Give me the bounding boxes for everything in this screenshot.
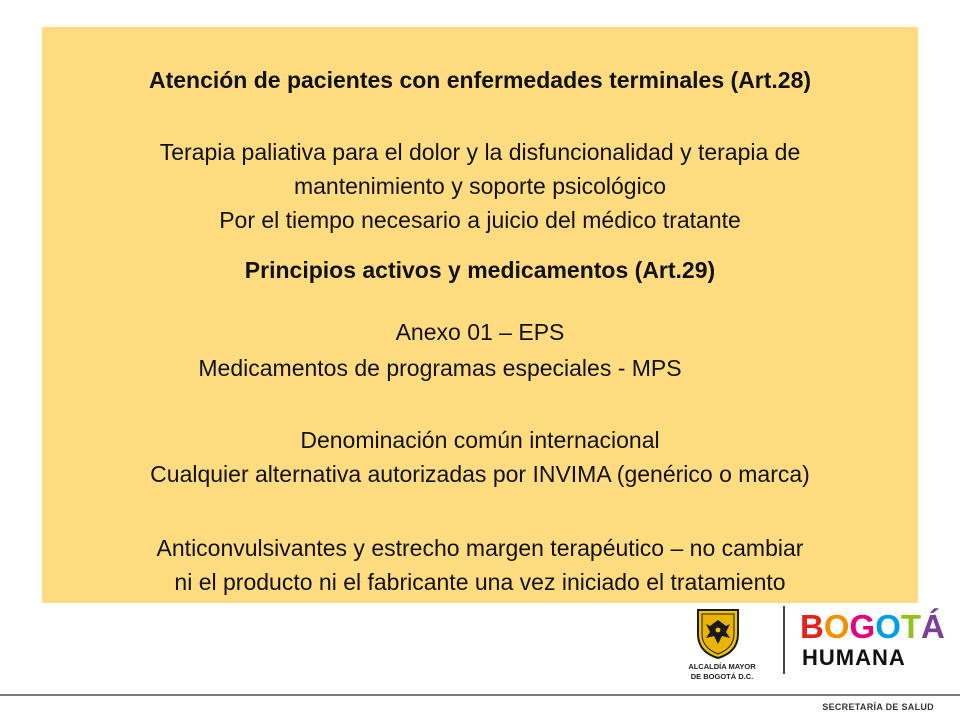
heading-art28: Atención de pacientes con enfermedades terminales (Art.28) [148,67,812,93]
alcaldia-label: ALCALDÍA MAYOR DE BOGOTÁ D.C. [688,662,756,681]
bogota-letter: B [800,608,824,645]
heading-art29: Principios activos y medicamentos (Art.29) [244,257,716,283]
logo-divider [783,606,785,674]
bogota-humana-logo [800,610,945,644]
footer-logos [676,604,945,684]
text-line: Anticonvulsivantes y estrecho margen terapéutico – no cambiar [156,535,804,561]
bogota-letter: T [900,608,922,645]
text-line: mantenimiento y soporte psicológico [293,173,667,199]
bogota-letter: O [875,608,901,645]
content-box [42,27,918,603]
bogota-letter: G [849,608,876,645]
text-line: Denominación común internacional [300,427,660,453]
text-line: Por el tiempo necesario a juicio del médico tratante [219,207,741,233]
text-line: Medicamentos de programas especiales - MPS [198,355,682,381]
bogota-coat-of-arms-icon [696,608,740,660]
bogota-letter: O [823,608,850,645]
humana-label: HUMANA [802,645,906,670]
bogota-letter: Á [921,608,945,645]
text-line: Cualquier alternativa autorizadas por INVIMA (genérico o marca) [150,461,810,487]
text-line: Anexo 01 – EPS [395,319,565,345]
footer-rule [0,694,960,696]
secretaria-label: SECRETARÍA DE SALUD [822,702,934,712]
text-line: ni el producto ni el fabricante una vez iniciado el tratamiento [174,569,786,595]
text-line: Terapia paliativa para el dolor y la disfuncionalidad y terapia de [159,139,801,165]
